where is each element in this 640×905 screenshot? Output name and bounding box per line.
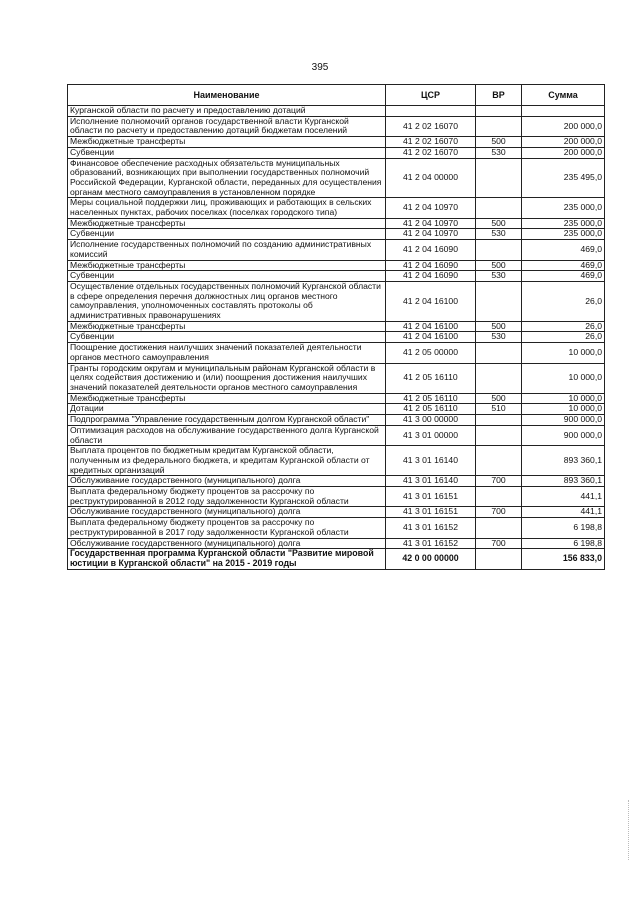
cell-vr: [476, 415, 522, 426]
cell-vr: 500: [476, 321, 522, 332]
cell-sum: 200 000,0: [522, 137, 605, 148]
cell-name: Межбюджетные трансферты: [68, 218, 386, 229]
cell-sum: 900 000,0: [522, 415, 605, 426]
cell-name: Выплата федеральному бюджету процентов за рассрочку по реструктурированной в 2012 году задолженности Курганской области: [68, 487, 386, 507]
cell-vr: 500: [476, 137, 522, 148]
cell-vr: [476, 363, 522, 393]
cell-vr: [476, 106, 522, 117]
cell-csr: 41 2 04 16090: [386, 260, 476, 271]
cell-sum: 10 000,0: [522, 393, 605, 404]
cell-csr: 41 2 05 16110: [386, 404, 476, 415]
table-row: [68, 415, 605, 426]
table-row: [68, 229, 605, 240]
cell-vr: [476, 549, 522, 570]
cell-csr: 41 3 01 16140: [386, 476, 476, 487]
table-row: [68, 260, 605, 271]
cell-csr: 41 2 02 16070: [386, 137, 476, 148]
cell-sum: 26,0: [522, 281, 605, 321]
cell-csr: 41 3 01 16140: [386, 446, 476, 476]
cell-name: Субвенции: [68, 271, 386, 282]
table-row: [68, 343, 605, 363]
cell-sum: 10 000,0: [522, 343, 605, 363]
table-row: [68, 487, 605, 507]
cell-sum: 893 360,1: [522, 446, 605, 476]
cell-sum: 26,0: [522, 321, 605, 332]
cell-csr: 41 2 04 16090: [386, 271, 476, 282]
table-row: [68, 137, 605, 148]
table-row: [68, 476, 605, 487]
cell-csr: 41 3 01 16151: [386, 487, 476, 507]
cell-csr: 41 2 04 16100: [386, 321, 476, 332]
cell-sum: 469,0: [522, 240, 605, 260]
cell-vr: 700: [476, 507, 522, 518]
cell-csr: 41 2 05 00000: [386, 343, 476, 363]
cell-sum: 6 198,8: [522, 538, 605, 549]
cell-csr: 41 2 02 16070: [386, 147, 476, 158]
cell-name: Подпрограмма "Управление государственным долгом Курганской области": [68, 415, 386, 426]
cell-csr: 41 2 04 10970: [386, 218, 476, 229]
cell-csr: 41 3 01 16152: [386, 538, 476, 549]
cell-vr: 500: [476, 218, 522, 229]
cell-vr: 700: [476, 538, 522, 549]
budget-table: [67, 84, 605, 570]
cell-name: Межбюджетные трансферты: [68, 260, 386, 271]
cell-csr: 41 2 02 16070: [386, 116, 476, 136]
cell-vr: 530: [476, 229, 522, 240]
cell-sum: 200 000,0: [522, 147, 605, 158]
table-row: [68, 549, 605, 570]
cell-name: Межбюджетные трансферты: [68, 393, 386, 404]
cell-name: Осуществление отдельных государственных полномочий Курганской области в сфере определения перечня должностных лиц органов местного самоуправления, уполномоченных составлять протоколы об административных правонарушениях: [68, 281, 386, 321]
cell-csr: [386, 106, 476, 117]
cell-csr: 41 2 04 10970: [386, 198, 476, 218]
table-row: [68, 507, 605, 518]
table-header-row: [68, 85, 605, 106]
table-row: [68, 332, 605, 343]
cell-sum: 10 000,0: [522, 404, 605, 415]
cell-vr: [476, 281, 522, 321]
header-csr: ЦСР: [386, 85, 476, 106]
cell-name: Государственная программа Курганской области "Развитие мировой юстиции в Курганской области" на 2015 - 2019 годы: [68, 549, 386, 570]
header-vr: ВР: [476, 85, 522, 106]
cell-sum: 235 000,0: [522, 198, 605, 218]
cell-name: Межбюджетные трансферты: [68, 321, 386, 332]
cell-sum: 235 495,0: [522, 158, 605, 198]
cell-vr: 530: [476, 271, 522, 282]
cell-name: Исполнение государственных полномочий по созданию административных комиссий: [68, 240, 386, 260]
table-row: [68, 147, 605, 158]
header-name: Наименование: [68, 85, 386, 106]
cell-sum: 10 000,0: [522, 363, 605, 393]
table-body: [68, 106, 605, 570]
page-number: 395: [311, 62, 329, 73]
cell-vr: 700: [476, 476, 522, 487]
table-row: [68, 363, 605, 393]
cell-vr: [476, 240, 522, 260]
cell-vr: 500: [476, 393, 522, 404]
cell-vr: [476, 116, 522, 136]
table-row: [68, 271, 605, 282]
cell-name: Выплата процентов по бюджетным кредитам Курганской области, полученным из федерального бюджета, и кредитам Курганской области от кредитных организаций: [68, 446, 386, 476]
table-row: [68, 425, 605, 445]
cell-sum: 441,1: [522, 487, 605, 507]
cell-name: Субвенции: [68, 147, 386, 158]
table-row: [68, 218, 605, 229]
cell-vr: [476, 446, 522, 476]
cell-name: Исполнение полномочий органов государственной власти Курганской области по расчету и предоставлению дотаций бюджетам поселений: [68, 116, 386, 136]
cell-vr: [476, 487, 522, 507]
cell-name: Финансовое обеспечение расходных обязательств муниципальных образований, возникающих при выполнении государственных полномочий Российской Федерации, Курганской области, переданных для осуществления органам местного самоуправления в установленном порядке: [68, 158, 386, 198]
cell-vr: [476, 158, 522, 198]
table-row: [68, 116, 605, 136]
cell-name: Дотации: [68, 404, 386, 415]
cell-sum: 441,1: [522, 507, 605, 518]
cell-name: Оптимизация расходов на обслуживание государственного долга Курганской области: [68, 425, 386, 445]
cell-sum: 26,0: [522, 332, 605, 343]
cell-sum: 200 000,0: [522, 116, 605, 136]
cell-csr: 41 3 01 00000: [386, 425, 476, 445]
table-row: [68, 198, 605, 218]
cell-csr: 42 0 00 00000: [386, 549, 476, 570]
cell-sum: 6 198,8: [522, 518, 605, 538]
cell-vr: [476, 343, 522, 363]
cell-csr: 41 2 05 16110: [386, 393, 476, 404]
cell-sum: 893 360,1: [522, 476, 605, 487]
cell-csr: 41 2 04 00000: [386, 158, 476, 198]
cell-name: Гранты городским округам и муниципальным районам Курганской области в целях содействия достижению и (или) поощрения достижения наилучших значений показателей деятельности органов местного самоуправления: [68, 363, 386, 393]
cell-name: Обслуживание государственного (муниципального) долга: [68, 538, 386, 549]
header-sum: Сумма: [522, 85, 605, 106]
cell-vr: [476, 518, 522, 538]
cell-vr: 530: [476, 332, 522, 343]
table-row: [68, 240, 605, 260]
cell-vr: 500: [476, 260, 522, 271]
cell-csr: 41 2 05 16110: [386, 363, 476, 393]
table-row: [68, 393, 605, 404]
cell-name: Меры социальной поддержки лиц, проживающих и работающих в сельских населенных пунктах, рабочих поселках (поселках городского типа): [68, 198, 386, 218]
cell-csr: 41 2 04 16100: [386, 332, 476, 343]
cell-name: Выплата федеральному бюджету процентов за рассрочку по реструктурированной в 2017 году задолженности Курганской области: [68, 518, 386, 538]
table-row: [68, 404, 605, 415]
cell-sum: 900 000,0: [522, 425, 605, 445]
cell-sum: 235 000,0: [522, 218, 605, 229]
cell-vr: 510: [476, 404, 522, 415]
cell-name: Поощрение достижения наилучших значений показателей деятельности органов местного самоуправления: [68, 343, 386, 363]
cell-sum: 469,0: [522, 271, 605, 282]
cell-csr: 41 3 01 16151: [386, 507, 476, 518]
cell-sum: 156 833,0: [522, 549, 605, 570]
cell-sum: 469,0: [522, 260, 605, 271]
table-row: [68, 518, 605, 538]
cell-name: Обслуживание государственного (муниципального) долга: [68, 476, 386, 487]
cell-sum: 235 000,0: [522, 229, 605, 240]
cell-sum: [522, 106, 605, 117]
cell-name: Субвенции: [68, 332, 386, 343]
cell-name: Межбюджетные трансферты: [68, 137, 386, 148]
table-row: [68, 538, 605, 549]
cell-csr: 41 2 04 16100: [386, 281, 476, 321]
table-row: [68, 158, 605, 198]
cell-csr: 41 3 01 16152: [386, 518, 476, 538]
cell-csr: 41 2 04 16090: [386, 240, 476, 260]
cell-name: Субвенции: [68, 229, 386, 240]
cell-name: Курганской области по расчету и предоставлению дотаций: [68, 106, 386, 117]
cell-name: Обслуживание государственного (муниципального) долга: [68, 507, 386, 518]
cell-vr: [476, 198, 522, 218]
table-row: [68, 281, 605, 321]
table-row: [68, 446, 605, 476]
cell-csr: 41 3 00 00000: [386, 415, 476, 426]
cell-csr: 41 2 04 10970: [386, 229, 476, 240]
table-row: [68, 106, 605, 117]
margin-scan-mark: [628, 800, 630, 860]
cell-vr: [476, 425, 522, 445]
table-row: [68, 321, 605, 332]
cell-vr: 530: [476, 147, 522, 158]
